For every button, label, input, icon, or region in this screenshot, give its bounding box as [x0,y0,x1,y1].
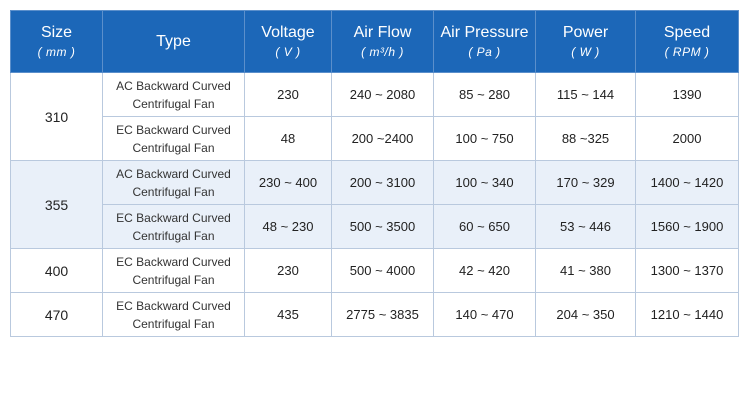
table-row [11,205,739,249]
voltage-cell: 435 [245,293,332,337]
size-cell: 400 [11,249,103,293]
air-flow-cell: 500 ~ 4000 [332,249,434,293]
power-cell: 88 ~325 [536,117,636,161]
air-pressure-cell: 42 ~ 420 [434,249,536,293]
table-row [11,249,739,293]
header-row [11,11,739,73]
power-cell: 170 ~ 329 [536,161,636,205]
fan-spec-table [10,10,739,337]
power-cell: 204 ~ 350 [536,293,636,337]
type-cell: EC Backward Curved Centrifugal Fan [103,205,245,249]
header-air-flow: Air Flow ( m³/h ) [332,11,434,73]
voltage-cell: 230 [245,249,332,293]
header-type: Type [103,11,245,73]
type-cell: AC Backward Curved Centrifugal Fan [103,73,245,117]
air-flow-cell: 500 ~ 3500 [332,205,434,249]
air-flow-cell: 2775 ~ 3835 [332,293,434,337]
header-air-pressure: Air Pressure ( Pa ) [434,11,536,73]
header-size: Size ( mm ) [11,11,103,73]
voltage-cell: 48 [245,117,332,161]
air-pressure-cell: 85 ~ 280 [434,73,536,117]
table-row [11,73,739,117]
air-flow-cell: 240 ~ 2080 [332,73,434,117]
voltage-cell: 48 ~ 230 [245,205,332,249]
air-flow-cell: 200 ~ 3100 [332,161,434,205]
header-speed: Speed ( RPM ) [636,11,739,73]
size-cell: 310 [11,73,103,161]
table-row [11,117,739,161]
speed-cell: 1300 ~ 1370 [636,249,739,293]
air-flow-cell: 200 ~2400 [332,117,434,161]
air-pressure-cell: 60 ~ 650 [434,205,536,249]
header-voltage: Voltage ( V ) [245,11,332,73]
voltage-cell: 230 ~ 400 [245,161,332,205]
table-row [11,161,739,205]
speed-cell: 1400 ~ 1420 [636,161,739,205]
size-cell: 470 [11,293,103,337]
speed-cell: 2000 [636,117,739,161]
type-cell: EC Backward Curved Centrifugal Fan [103,293,245,337]
speed-cell: 1560 ~ 1900 [636,205,739,249]
voltage-cell: 230 [245,73,332,117]
table-row [11,293,739,337]
power-cell: 53 ~ 446 [536,205,636,249]
spec-table-container [10,10,738,337]
power-cell: 41 ~ 380 [536,249,636,293]
air-pressure-cell: 140 ~ 470 [434,293,536,337]
header-power: Power ( W ) [536,11,636,73]
type-cell: EC Backward Curved Centrifugal Fan [103,117,245,161]
air-pressure-cell: 100 ~ 750 [434,117,536,161]
air-pressure-cell: 100 ~ 340 [434,161,536,205]
speed-cell: 1210 ~ 1440 [636,293,739,337]
type-cell: AC Backward Curved Centrifugal Fan [103,161,245,205]
speed-cell: 1390 [636,73,739,117]
power-cell: 115 ~ 144 [536,73,636,117]
type-cell: EC Backward Curved Centrifugal Fan [103,249,245,293]
size-cell: 355 [11,161,103,249]
